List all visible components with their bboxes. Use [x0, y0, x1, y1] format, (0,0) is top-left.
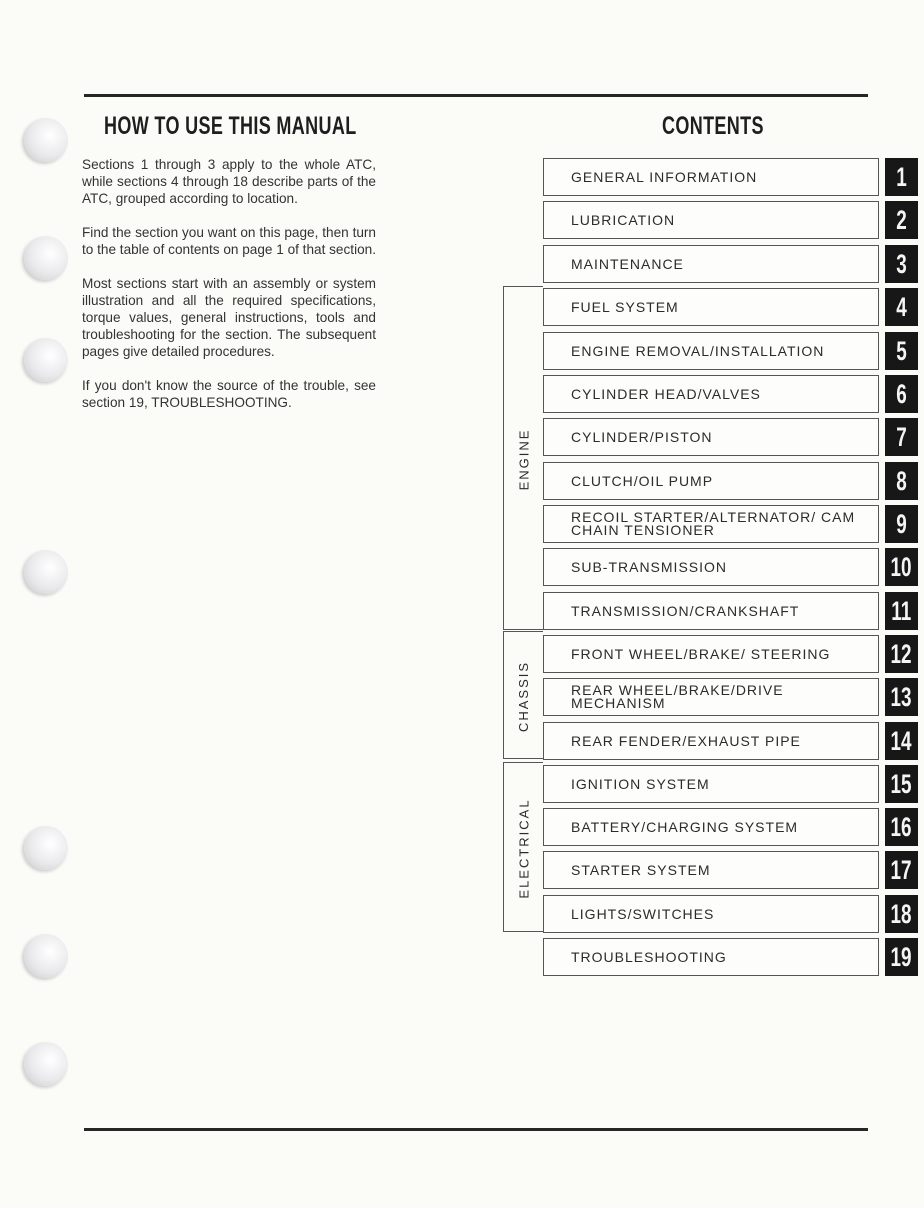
section-tab[interactable]	[885, 375, 918, 413]
toc-entry-label: LIGHTS/SWITCHES	[571, 905, 715, 922]
section-number: 7	[896, 421, 907, 452]
engine-group-bracket	[503, 286, 543, 630]
section-number: 5	[896, 335, 907, 366]
section-tab[interactable]	[885, 418, 918, 456]
section-tab[interactable]	[885, 288, 918, 326]
binder-hole-icon	[24, 550, 68, 594]
toc-entry-label: CLUTCH/OIL PUMP	[571, 472, 714, 489]
intro-paragraph: Most sections start with an assembly or system illustration and all the required specifications, torque values, general instructions, tools and troubleshooting for the section. The subsequent pages give detailed procedures.	[82, 276, 376, 359]
toc-entry-label: SUB-TRANSMISSION	[571, 558, 728, 575]
section-number: 8	[896, 465, 907, 496]
toc-entry[interactable]	[543, 201, 879, 239]
contents-title: CONTENTS	[662, 112, 764, 140]
section-tab[interactable]	[885, 635, 918, 673]
toc-entry[interactable]	[543, 418, 879, 456]
section-tab[interactable]	[885, 158, 918, 196]
section-tab[interactable]	[885, 332, 918, 370]
binder-hole-icon	[24, 338, 68, 382]
toc-entry[interactable]	[543, 808, 879, 846]
intro-text	[82, 156, 376, 428]
toc-entry-label: FUEL SYSTEM	[571, 298, 679, 315]
toc-entry-label: BATTERY/CHARGING SYSTEM	[571, 818, 799, 835]
section-tab[interactable]	[885, 895, 918, 933]
section-number: 17	[890, 854, 913, 885]
section-tab[interactable]	[885, 808, 918, 846]
toc-entry[interactable]	[543, 851, 879, 889]
intro-paragraph: Find the section you want on this page, then turn to the table of contents on page 1 of that section.	[82, 225, 376, 257]
toc-entry[interactable]	[543, 765, 879, 803]
toc-entry-label: LUBRICATION	[571, 211, 676, 228]
section-number: 12	[890, 638, 913, 669]
toc-entry[interactable]	[543, 288, 879, 326]
electrical-group-label: ELECTRICAL	[516, 797, 532, 899]
bottom-rule	[84, 1128, 868, 1131]
toc-entry[interactable]	[543, 158, 879, 196]
binder-hole-icon	[24, 236, 68, 280]
binder-hole-icon	[24, 118, 68, 162]
section-number: 4	[896, 291, 907, 322]
toc-entry-label: REAR WHEEL/BRAKE/DRIVE MECHANISM	[571, 682, 784, 711]
toc-entry-label: CYLINDER/PISTON	[571, 428, 713, 445]
toc-entry-label: MAINTENANCE	[571, 255, 684, 272]
toc-entry-label: REAR FENDER/EXHAUST PIPE	[571, 732, 801, 749]
toc-entry-label: ENGINE REMOVAL/INSTALLATION	[571, 342, 825, 359]
section-number: 3	[896, 248, 907, 279]
toc-entry[interactable]	[543, 375, 879, 413]
toc-entry[interactable]	[543, 245, 879, 283]
section-tab[interactable]	[885, 851, 918, 889]
section-number: 15	[890, 768, 913, 799]
section-tab[interactable]	[885, 462, 918, 500]
toc-entry[interactable]	[543, 505, 879, 543]
section-number: 9	[896, 508, 907, 539]
chassis-group-bracket	[503, 631, 543, 759]
section-number: 1	[896, 161, 907, 192]
section-number: 6	[896, 378, 907, 409]
toc-entry-label: TROUBLESHOOTING	[571, 948, 727, 965]
toc-entry-label: STARTER SYSTEM	[571, 861, 711, 878]
section-number: 11	[891, 595, 912, 626]
section-tab[interactable]	[885, 592, 918, 630]
toc-entry[interactable]	[543, 938, 879, 976]
section-tab[interactable]	[885, 722, 918, 760]
toc-entry[interactable]	[543, 635, 879, 673]
toc-entry-label: IGNITION SYSTEM	[571, 775, 710, 792]
section-tab[interactable]	[885, 678, 918, 716]
toc-entry-label: FRONT WHEEL/BRAKE/ STEERING	[571, 645, 831, 662]
section-number: 16	[890, 811, 913, 842]
toc-entry[interactable]	[543, 332, 879, 370]
engine-group-label: ENGINE	[516, 428, 532, 490]
intro-paragraph: If you don't know the source of the trouble, see section 19, TROUBLESHOOTING.	[82, 378, 376, 410]
toc-entry[interactable]	[543, 722, 879, 760]
section-tab[interactable]	[885, 938, 918, 976]
toc-entry-label: GENERAL INFORMATION	[571, 168, 758, 185]
section-tab[interactable]	[885, 245, 918, 283]
section-tab[interactable]	[885, 505, 918, 543]
section-number: 19	[890, 941, 913, 972]
how-to-use-title: HOW TO USE THIS MANUAL	[104, 112, 357, 140]
toc-entry-label: TRANSMISSION/CRANKSHAFT	[571, 602, 800, 619]
electrical-group-bracket	[503, 762, 543, 932]
binder-hole-icon	[24, 826, 68, 870]
section-tab[interactable]	[885, 765, 918, 803]
section-number: 13	[890, 681, 913, 712]
intro-paragraph: Sections 1 through 3 apply to the whole ATC, while sections 4 through 18 describe parts of the ATC, grouped according to location.	[82, 157, 376, 206]
toc-entry[interactable]	[543, 678, 879, 716]
section-number: 14	[890, 725, 913, 756]
chassis-group-label: CHASSIS	[516, 660, 532, 732]
section-number: 10	[890, 551, 913, 582]
section-number: 2	[896, 204, 907, 235]
toc-entry-label: CYLINDER HEAD/VALVES	[571, 385, 761, 402]
toc-entry[interactable]	[543, 462, 879, 500]
section-tab[interactable]	[885, 201, 918, 239]
section-number: 18	[890, 898, 913, 929]
toc-entry[interactable]	[543, 895, 879, 933]
toc-entry-label: RECOIL STARTER/ALTERNATOR/ CAM CHAIN TENSIONER	[571, 509, 856, 538]
binder-hole-icon	[24, 1042, 68, 1086]
binder-hole-icon	[24, 934, 68, 978]
toc-entry[interactable]	[543, 592, 879, 630]
top-rule	[84, 94, 868, 97]
section-tab[interactable]	[885, 548, 918, 586]
toc-entry[interactable]	[543, 548, 879, 586]
